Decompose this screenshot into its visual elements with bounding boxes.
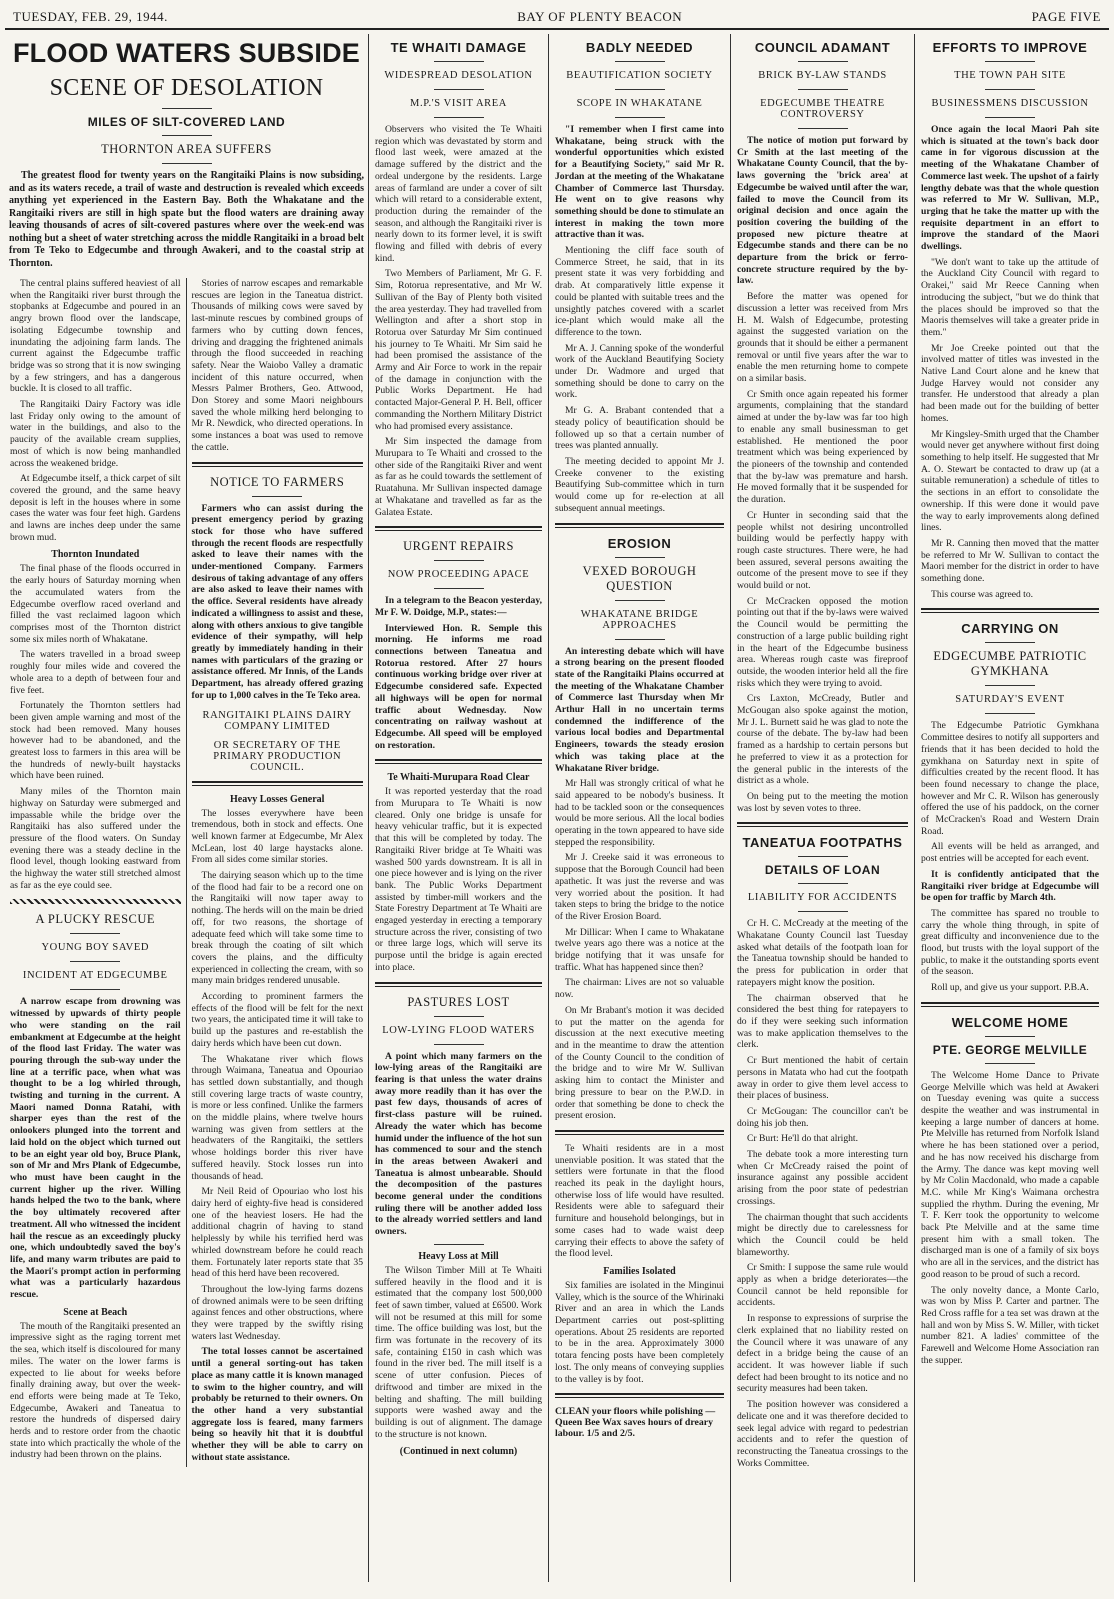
efforts-lead: Once again the local Maori Pah site which is situated at the town's back door came in for vigorous discussion at the meeting of the Whakatane Chamber of Commerce last week. The upshot of a fairly lengthy debate was that the whole question was referred to Mr W. Sullivan, M.P., urging that he take the matter up with the requisite department in an effort to improve the standard of the Maori dwellings. <box>921 124 1099 253</box>
efforts-para: Mr Joe Creeke pointed out that the involved matter of titles was invested in the Native Land Court alone and he knew that Judge Harvey would not consider any transfer. He understood that already a plan had been made out for the building of better homes. <box>921 342 1099 424</box>
footpaths-para: Cr H. C. McCready at the meeting of the Whakatane County Council last Tuesday asked what details of the footpath loan for the Taneatua township should be handed to the press for publication in order that ratepayers might know the position. <box>737 918 908 988</box>
flood-para: The final phase of the floods occurred in the early hours of Saturday morning when the accumulated waters from the Edgecumbe overflow raced overland and filled the vast reclaimed lagoon which comprises most of the Thornton district some six miles north of Whakatane. <box>10 563 181 645</box>
welcome-para: The only novelty dance, a Monte Carlo, was won by Miss P. Carter and partner. The Red Cross raffle for a tea set was drawn at the hall and won by Miss S. W. Miller, with ticket number 821. A ladies' committee of the Farewell and Welcome Home Association ran the supper. <box>921 1284 1099 1366</box>
losses-para: The Whakatane river which flows through Waimana, Taneatua and Opouriao has settled down substantially, and though still covering large tracts of waste country, is more or less confined. Unlike the farmers on the middle plains, where twelve hours warning was given from settlers at the headwaters of the Rangitaiki, the settlers whose holdings border this river have suffered heavily. Stock losses run into thousands of head. <box>191 1053 363 1182</box>
efforts-deck-1: THE TOWN PAH SITE <box>954 70 1066 81</box>
flood-subcolumn-left <box>5 278 187 1467</box>
flood-para: Stories of narrow escapes and remarkable rescues are legion in the Taneatua district. Thousands of milking cows were saved by last-minute rescues by combined groups of farmers who by cutting down fences, driving and dragging the frightened animals through the flood succeeded in reaching safety. Near the Waiobo Valley a dramatic incident of this nature occurred, when Messrs Palmer Brothers, Geo. Attwood, Don Storey and some Maori neighbours saved the whole milking herd belonging to Mr R. Newdick, who directed operations. In some instances a boat was used to remove the cattle. <box>191 278 363 453</box>
council-para: Before the matter was opened for discussion a letter was received from Mrs H. M. Walsh of Edgecumbe, protesting against the suggested variation on the grounds that it should be either a permanent removal or until five years after the war to enable the men returning home to compete on a similar basis. <box>737 291 908 385</box>
rescue-lead: A narrow escape from drowning was witnessed by upwards of thirty people who were standing on the rail embankment at Edgecumbe at the height of the flood last Friday. The water was pouring through the sub-way under the line at a terrific pace, when what was thought to be a log whirled through, twisting and turning in the current. A Maori named Donna Ratahi, with sharper eyes than the rest of the onlookers plunged into the torrent and laid hold on the object which turned out to be an eight year old boy, Bruce Plank, son of Mr and Mrs Plank of Edgecumbe, who must have been caught in the current higher up the river. Willing hands helped the two to the bank, where the boy ultimately recovered after treatment. All who witnessed the incident hail the rescue as an exceedingly plucky one, which undoubtedly saved the boy's life, and many warm tributes are paid to the Maori's prompt action in performing what was a particularly hazardous rescue. <box>10 996 181 1301</box>
page-number: PAGE FIVE <box>1031 9 1101 24</box>
footpaths-para: The position however was considered a delicate one and it was therefore decided to seek legal advice with regard to pedestrian accidents and to refer the question of reconstructing the Taneatua crossings to the Works Committee. <box>737 1399 908 1469</box>
footpaths-para: Cr Smith: I suppose the same rule would apply as when a bridge deteriorates—the Council cannot be held reponsible for accidents. <box>737 1262 908 1309</box>
urgent-para: In a telegram to the Beacon yesterday, Mr F. W. Doidge, M.P., states:— <box>375 595 542 618</box>
footpaths-para: Cr McGougan: The councillor can't be doing his job then. <box>737 1105 908 1129</box>
efforts-para: "We don't want to take up the attitude of the Auckland City Council with regard to Orakei," said Mr Reece Canning when introducing the subject, "but we do think that the places should be improved so that the Maoris themselves will take a greater pride in them." <box>921 256 1099 338</box>
losses-para: Mr Neil Reid of Opouriao who lost his dairy herd of eighty-five head is considered one of the heaviest losers. He had the additional chagrin of having to stand helplessly by while his terrified herd was whirled downstream before he could reach them. Fortunately later reports state that 35 head of this herd have been recovered. <box>191 1186 363 1280</box>
flood-para: The Rangitaiki Dairy Factory was idle last Friday only owing to the amount of water in the buildings, and also to the paucity of the available cream supplies, most of which is now being manhandled across the weakened bridge. <box>10 399 181 469</box>
welcome-para: The Welcome Home Dance to Private George Melville which was held at Awakeri on Tuesday evening was quite a success despite the weather and was instrumental in keeping a large number of dancers at home. Pte Melville has returned from Norfolk Island where he has been stationed over a period, and he has now received his discharge from the Army. The dance was kept moving well by Mr Colin Macdonald, who made a capable M.C. while Mr King's Waimana orchestra supplied the rhythm. During the evening, Mr T. F. Kerr took the opportunity to welcome back Pte Melville and at the same time present him with a small token. The discharged man is one of a family of six boys who are all in the services, and the district has good reason to be proud of such a record. <box>921 1069 1099 1280</box>
issue-date: TUESDAY, FEB. 29, 1944. <box>13 9 168 24</box>
carrying-para: The committee has spared no trouble to carry the whole thing through, in spite of great difficulty and inconvenience due to the flood, but trusts with the loyal support of the public, to make it the outstanding sports event of the season. <box>921 907 1099 978</box>
footpaths-para: Cr Burt: He'll do that alright. <box>747 1133 858 1145</box>
carrying-para: The Edgecumbe Patriotic Gymkhana Committee desires to notify all supporters and friends that it has been decided to hold the gymkhana on Saturday next in spite of difficulties created by the recent flood. It has been found necessary to change the place, however and Mr C. R. Wilson has generously offered the use of his paddock, on the corner of McCracken's Road and Western Drain Road. <box>921 720 1099 837</box>
column-5 <box>915 34 1105 1582</box>
footpaths-deck-1: DETAILS OF LOAN <box>764 863 881 878</box>
flood-deck-1: MILES OF SILT-COVERED LAND <box>87 115 286 129</box>
flood-deck-2: THORNTON AREA SUFFERS <box>101 142 272 156</box>
losses-para: Throughout the low-lying farms dozens of drowned animals were to be seen drifting against fences and other obstructions, where they were trapped by the swiftly rising waters last Wednesday. <box>191 1283 363 1342</box>
erosion-headline: EROSION <box>607 535 672 551</box>
council-para: Cr McCracken opposed the motion pointing out that if the by-laws were waived the Council would be permitting the construction of a large public building right in the heart of the Edgecumbe business area. Whereas rough caste was fireproof outside, the wooden interior held all the fire risks which they were trying to avoid. <box>737 595 908 689</box>
beach-subhead: Scene at Beach <box>63 1306 128 1318</box>
flood-para: Fortunately the Thornton settlers had been given ample warning and most of the stock had been removed. Many houses however had to be abandoned, and the greatest loss to farmers in this area will be the hundreds of newly-built haystacks which have been ruined. <box>10 700 181 782</box>
flood-body <box>5 278 368 1467</box>
paper-name: BAY OF PLENTY BEACON <box>517 9 683 24</box>
footpaths-para: The chairman observed that he considered the best thing for ratepayers to do if they were seeking such information was to make application themselves to the clerk. <box>737 992 908 1051</box>
flood-subhead: SCENE OF DESOLATION <box>49 75 324 101</box>
flood-para: The waters travelled in a broad sweep roughly four miles wide and covered the whole area to a depth of between four and five feet. <box>10 649 181 696</box>
beach-para: The mouth of the Rangitaiki presented an impressive sight as the raging torrent met the sea, which itself is discoloured for many miles. The water on the lower farms is expected to lie about for weeks before finally draining away, but over the week-end efforts were being made at Te Teko, Edgecumbe, Awakeri and Taneatua to restore the hundreds of dispersed dairy herds and to restore order from the chaotic state into which practically the whole of the industry had been thrown on the plains. <box>10 1320 181 1461</box>
carrying-para: Roll up, and give us your support. P.B.A. <box>931 982 1089 994</box>
pastures-para: A point which many farmers on the low-lying areas of the Rangitaiki are fearing is that unless the water drains away more readily than it has over the past few days, thousands of acres of first-class pasture will be ruined. Already the water which has become humid under the influence of the hot sun has commenced to sour and the stench in the areas between Awakeri and Taneatua is almost unbearable. Should the decomposition of the pastures become general under the conditions ruling there will be another added loss to the already worried settlers and land owners. <box>375 1050 542 1238</box>
carrying-deck-2: SATURDAY'S EVENT <box>955 694 1065 706</box>
erosion-para: On Mr Brabant's motion it was decided to put the matter on the agenda for discussion at the next executive meeting and in the meantime to draw the attention of the County Council to the condition of the bridge and to wire Mr W. Sullivan asking him to contact the Minister and bring pressure to bear on the P.W.D. in order that something be done to check the present erosion. <box>555 1004 724 1122</box>
efforts-headline: EFFORTS TO IMPROVE <box>932 40 1088 55</box>
losses-subhead: Heavy Losses General <box>230 793 325 805</box>
badly-deck-1: BEAUTIFICATION SOCIETY <box>566 70 713 81</box>
erosion-deck-2: WHAKATANE BRIDGE APPROACHES <box>580 608 699 631</box>
erosion-deck-1: VEXED BOROUGH QUESTION <box>582 563 697 593</box>
murupara-subhead: Te Whaiti-Murupara Road Clear <box>387 772 530 784</box>
flood-subcolumn-right <box>187 278 369 1467</box>
footpaths-para: The chairman thought that such accidents might be directly due to carelessness for which the Council could be held blameworthy. <box>737 1211 908 1258</box>
footpaths-deck-2: LIABILITY FOR ACCIDENTS <box>747 892 898 904</box>
council-headline: COUNCIL ADAMANT <box>754 40 891 55</box>
council-para: Cr Smith once again repeated his former arguments, complaining that the standard aimed at under the by-law was far too high to enable any small businessman to get established. He mentioned the poor treatment which was being experienced by the pioneers of the township and contended that the by-law was premature and harsh. He moved formally that it be suspended for the duration. <box>737 388 908 506</box>
erosion-para: Mr Dillicar: When I came to Whakatane twelve years ago there was a notice at the bridge notifying that it was unsafe for traffic. What has happened since then? <box>555 926 724 973</box>
badly-para: Mr G. A. Brabant contended that a steady policy of beautification should be followed up so that a certain number of trees was planted annually. <box>555 405 724 452</box>
farmers-headline: NOTICE TO FARMERS <box>210 474 345 489</box>
carrying-headline: CARRYING ON <box>961 621 1059 637</box>
pastures-deck: LOW-LYING FLOOD WATERS <box>382 1024 535 1036</box>
divider <box>10 899 181 904</box>
whaiti-deck-1: WIDESPREAD DESOLATION <box>384 70 533 81</box>
carrying-para: It is confidently anticipated that the Rangitaiki river bridge at Edgecumbe will be open for traffic by March 4th. <box>921 868 1099 904</box>
badly-para: The meeting decided to appoint Mr J. Creeke convener to the existing Beautifying Sub-committee which in turn would come up for re-election at all subsequent annual meetings. <box>555 455 724 514</box>
urgent-para: Interviewed Hon. R. Semple this morning. He informs me road connections between Taneatua and Rotorua restored. After 27 hours continuous working bridge over river at Edgecumbe considered safe. Expected all highways will be open for normal traffic about Wednesday. Now concentrating on railway washout at Edgecumbe. All speed will be employed on restoration. <box>375 622 542 751</box>
flood-headline: FLOOD WATERS SUBSIDE <box>12 38 360 68</box>
council-para: Cr Hunter in seconding said that the people whilst not desiring uncontrolled building would be perfectly happy with rough caste structures. There were, he had been assured, several persons awaiting the outcome of the present move to see if they would build or not. <box>737 509 908 592</box>
rescue-deck-1: YOUNG BOY SAVED <box>41 942 150 954</box>
flood-lead: The greatest flood for twenty years on the Rangitaiki Plains is now subsiding, and as its waters recede, a trail of waste and destruction is revealed which exceeds anything yet experienced in the Eastern Bay. Both the Whakatane and the Rangitaiki rivers are still in high spate but the flood waters are draining away leaving thousands of acres of silt-covered pastures where over the week-end was nothing but a sheet of water stretching across the middle Rangitaiki in a broad belt from Te Teko to Edgecumbe and through Awakeri, and to the coastal strip at Thornton. <box>9 170 364 269</box>
column-4 <box>731 34 915 1582</box>
efforts-para: This course was agreed to. <box>931 588 1034 600</box>
losses-para: The dairying season which up to the time of the flood had fair to be a record one on the Rangitaiki will now taper away to nothing. The herds will on the main be dried off, for two reasons, the shortage of adequate feed which will take some time to break through the coating of silt which covers the plains, and the difficulty experienced in collecting the cream, with so many main bridges rendered unusable. <box>191 870 363 987</box>
murupara-para: It was reported yesterday that the road from Murupara to Te Whaiti is now cleared. Only one bridge is unsafe for heavy vehicular traffic, but it is expected that this will be completed by today. The Rangitaiki River bridge at Te Whaiti was washed 500 yards downstream. It is all in one piece however and is lying on the river bank. The Public Works Department assisted by timber-mill workers and the State Forestry Department at Te Whaiti are engaged yesterday in erecting a temporary structure across the river, consisting of two or three large logs, which will serve its purpose until the bridge is again erected into place. <box>375 786 542 973</box>
council-para: On being put to the meeting the motion was lost by seven votes to three. <box>737 790 908 814</box>
losses-para: The total losses cannot be ascertained until a general sorting-out has taken place as many cattle it is known managed to swim to the higher country, and will probably be returned to their owners. On the other hand a very substantial aggregate loss is feared, many farmers being so heavily hit that it is doubtful whether they will be able to carry on without state assistance. <box>191 1346 363 1463</box>
badly-para: Mr A. J. Canning spoke of the wonderful work of the Auckland Beautifying Society under Dr. Wadmore and urged that something should be done to carry on the work. <box>555 342 724 401</box>
whaiti-cont-para: Six families are isolated in the Minginui Valley, which is the source of the Whirinaki River and an area in which the Lands Department carries out post-splitting operations. About 25 residents are reported to be in the area. Approximately 3000 totara fencing posts have been completely lost. The only means of conveying supplies to the valley is by foot. <box>555 1279 724 1385</box>
farmers-signature-2: OR SECRETARY OF THE PRIMARY PRODUCTION COUNCIL. <box>213 739 342 773</box>
footpaths-para: In response to expressions of surprise the clerk explained that no liability rested on the Council where it was unaware of any defect in a bridge being the cause of an accident. It was however liable if such defect had been brought to its notice and no security measures had been taken. <box>737 1313 908 1395</box>
farmers-notice: Farmers who can assist during the present emergency period by grazing stock for those who have suffered through the recent floods are respectfully asked to leave their names with the under-mentioned Company. Farmers desirous of taking advantage of any offers are also asked to leave their names with the office. Several residents have already indicated a willingness to assist and these, along with others anxious to give tangible evidence of their sympathy, will help greatly by immediately handing in their names with particulars of the grazing or assistance offered. Mr Innis, of the Lands Department, has already offered grazing for up to 1,000 calves in the Te Teko area. <box>191 502 363 701</box>
efforts-para: Mr Kingsley-Smith urged that the Chamber would never get anywhere without first doing something to help itself. He suggested that Mr A. O. Stewart be contacted to draw up (at a suitable remuneration) a schedule of titles to the sections in an effort to consolidate the ownership. If this were done it would pave the way to early improvements along defined lines. <box>921 428 1099 534</box>
erosion-para: Mr Hall was strongly critical of what he said appeared to be nobody's business. It had to be tackled soon or the consequences would be more serious. All the local bodies operating in the town appeared to have side stepped the responsibility. <box>555 778 724 848</box>
efforts-para: Mr R. Canning then moved that the matter be referred to Mr W. Sullivan to contact the Maori member for the district in order to have something done. <box>921 537 1099 585</box>
losses-para: The losses everywhere have been tremendous, both in stock and effects. One well known farmer at Edgecumbe, Mr Alex McLean, lost 40 large haystacks alone. From all sides come similar stories. <box>191 807 363 866</box>
council-deck-1: BRICK BY-LAW STANDS <box>758 70 887 81</box>
erosion-para: Mr J. Creeke said it was erroneous to suppose that the Borough Council had been apathetic. It was just the reverse and was very worried about the position. It had taken steps to bring the bridge to the notice of the River Erosion Board. <box>555 852 724 922</box>
rescue-deck-2: INCIDENT AT EDGECUMBE <box>22 970 168 982</box>
flood-para: Many miles of the Thornton main highway on Saturday were submerged and impassable while the bridge over the Rangitaiki has also suffered under the pressure of the flood waters. On Sunday evening there was a steady decline in the flood level, though looking eastward from the highway the water still stretched almost as far as the eye could see. <box>10 786 181 891</box>
badly-headline: BADLY NEEDED <box>585 40 694 55</box>
farmers-signature-1: RANGITAIKI PLAINS DAIRY COMPANY LIMITED <box>202 709 352 732</box>
erosion-para: The chairman: Lives are not so valuable now. <box>555 977 724 1001</box>
carrying-para: All events will be held as arranged, and post entries will be accepted for each event. <box>921 841 1099 865</box>
newspaper-page <box>5 3 1109 1593</box>
welcome-headline: WELCOME HOME <box>951 1014 1069 1030</box>
flood-para: The central plains suffered heaviest of all when the Rangitaiki river burst through the stopbanks at Edgecumbe and poured in an angry brown flood over the landscape, isolating Edgecumbe township and inundating the adjoining farm lands. The current against the Edgecumbe traffic bridge was so strong that it is now swinging by a few stringers, and has a dangerous buckle. It is closed to all traffic. <box>10 278 181 395</box>
queen-bee-wax-advert: CLEAN your floors while polishing —Queen Bee Wax saves hours of dreary labour. 1/5 and 2/5. <box>555 1406 716 1440</box>
efforts-deck-2: BUSINESSMENS DISCUSSION <box>931 98 1089 109</box>
badly-deck-2: SCOPE IN WHAKATANE <box>576 98 703 109</box>
urgent-deck: NOW PROCEEDING APACE <box>387 569 530 581</box>
whaiti-cont-para: Te Whaiti residents are in a most unenviable position. It was stated that the settlers were fortunate in that the flood reached its peak in the daylight hours, otherwise loss of life would have resulted. Residents were able to safeguard their furniture and household belongings, but in some cases had to wade waist deep carrying their effects to above the safety of the flood level. <box>555 1142 724 1260</box>
rescue-headline: A PLUCKY RESCUE <box>35 912 156 927</box>
families-subhead: Families Isolated <box>603 1265 676 1277</box>
flood-para: At Edgecumbe itself, a thick carpet of silt covered the ground, and the same heavy deposit is left in the houses where in some cases the water was four feet high. Gardens and lawns are inches deep under the same brown mud. <box>10 473 181 543</box>
whaiti-para: Observers who visited the Te Whaiti region which was devastated by storm and flood last week, were amazed at the damage suffered by the district and the ordeal undergone by the residents. Large areas of farmland are under a cover of silt which will retard to a considerable extent, production during the remainder of the season, and although the Rangitaiki river is nearly down to its former level, it is swift flowing and filled with debris of every kind. <box>375 124 542 264</box>
masthead <box>5 3 1109 30</box>
council-deck-2: EDGECUMBE THEATRE CONTROVERSY <box>760 98 885 120</box>
footpaths-para: The debate took a more interesting turn when Cr McCready raised the point of insurance against any possible accident arising from the poor state of pedestrian crossings. <box>737 1149 908 1207</box>
badly-para: Mentioning the cliff face south of Commerce Street, he said, that in its present state it was very forbidding and drab. At comparatively little expense it could be planted with suitable trees and the unsightly patches covered with a scarlet ice-plant which would make all the difference to the town. <box>555 245 724 338</box>
welcome-deck: PTE. GEORGE MELVILLE <box>932 1042 1088 1057</box>
column-3 <box>549 34 731 1582</box>
erosion-lead: An interesting debate which will have a strong bearing on the present flooded state of the Rangitaiki Plains occurred at the meeting of the Whakatane Chamber of Commerce last Thursday when Mr Arthur Hall in no uncertain terms condemned the indifference of the various local bodies and Departmental Engineers, towards the steady erosion which was taking place at the Whakatane River bridge. <box>555 645 724 774</box>
column-1 <box>5 34 369 1582</box>
council-lead: The notice of motion put forward by Cr Smith at the last meeting of the Whakatane County Council, that the by-laws governing the 'brick area' at Edgecumbe be waived until after the war, failed to move the Council from its original decision and once again the position covering the building of the proposed new picture theatre at Edgecumbe stands and there can be no departure from the brick or ferro-concrete structure required by the by-law. <box>737 135 908 287</box>
column-2 <box>369 34 549 1582</box>
carrying-deck-1: EDGECUMBE PATRIOTIC GYMKHANA <box>933 649 1087 679</box>
losses-para: According to prominent farmers the effects of the flood will be felt for the next two years, the anticipated time it will take to build up the pastures and re-establish the dairy herds which have been cut down. <box>191 991 363 1049</box>
columns <box>5 34 1109 1582</box>
mill-subhead: Heavy Loss at Mill <box>418 1250 499 1262</box>
footpaths-para: Cr Burt mentioned the habit of certain persons in Matata who had cut the footpath away in order to give them level access to their places of business. <box>737 1055 908 1102</box>
whaiti-para: Mr Sim inspected the damage from Murupara to Te Whaiti and crossed to the other side of the Rangitaiki River and went as far as he could towards the settlement of Ruatahuna. Mr Sullivan inspected damage at Whakatane and travelled as far as the Galatea Estate. <box>375 436 542 518</box>
badly-para: "I remember when I first came into Whakatane, being struck with the wonderful opportunities which existed for a Beautifying Society," said Mr R. Jordan at the meeting of the Whakatane Chamber of Commerce last Thursday. He went on to give reasons why something should be done to stimulate an interest in making the town more attractive than it was. <box>555 124 724 241</box>
whaiti-deck-2: M.P.'S VISIT AREA <box>410 98 507 109</box>
whaiti-para: Two Members of Parliament, Mr G. F. Sim, Rotorua representative, and Mr W. Sullivan of the Bay of Plenty both visited the area yesterday. They had travelled from Wellington and after a short stop in Rotorua over Saturday Mr Sim continued his journey to Te Whaiti. Mr Sim said he had been promised the assistance of the Army and Air Force to work in the repair of the damage in conjunction with the Public Works Department. He had contacted Major-General P. H. Bell, officer commanding the Northern Military District who had promised every assistance. <box>375 268 542 432</box>
thornton-subhead: Thornton Inundated <box>51 549 140 561</box>
footpaths-headline: TANEATUA FOOTPATHS <box>742 835 903 851</box>
mill-para: The Wilson Timber Mill at Te Whaiti suffered heavily in the flood and it is estimated that the company lost 500,000 feet of sawn timber, valued at £6500. Work will not be resumed at this mill for some time. The office building was lost, but the firm was fortunate in the recovery of its safe, containing £150 in cash which was found in the river bed. The mill itself is a scene of utter confusion. Pieces of driftwood and timber are mixed in the belting and shafting. The mill building supports were washed away and the building is out of alignment. The damage to the structure is not known. <box>375 1264 542 1440</box>
whaiti-headline: TE WHAITI DAMAGE <box>390 40 527 55</box>
urgent-headline: URGENT REPAIRS <box>403 539 514 554</box>
continued-note: (Continued in next column) <box>399 1446 518 1458</box>
council-para: Crs Laxton, McCready, Butler and McGougan also spoke against the motion, Mr J. L. Burnett said he was glad to note the course of the debate. The by-law had been framed as a hardship to certain persons but he preferred to view it as a protection for the general public in the interests of the district as a whole. <box>737 693 908 787</box>
pastures-headline: PASTURES LOST <box>407 994 510 1009</box>
